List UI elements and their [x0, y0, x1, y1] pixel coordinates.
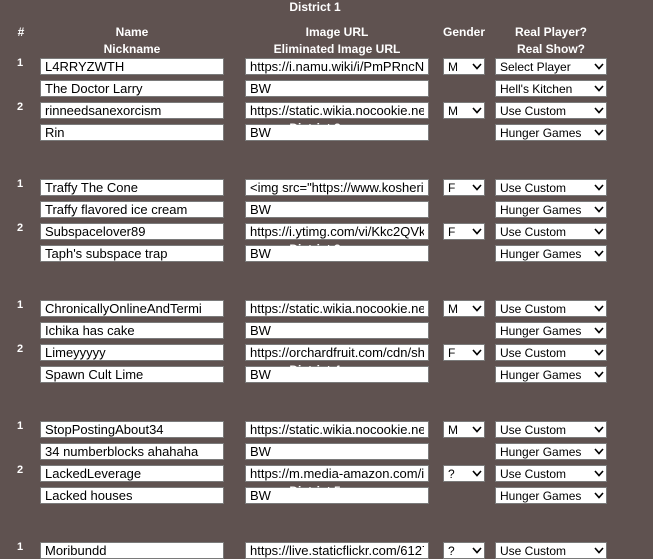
chevron-down-icon: [594, 227, 604, 237]
chevron-down-icon: [594, 304, 604, 314]
chevron-down-icon: [472, 62, 482, 72]
chevron-down-icon: [594, 205, 604, 215]
image-url-input[interactable]: [245, 421, 429, 438]
gender-select[interactable]: [443, 102, 485, 119]
player-number: 2: [17, 101, 24, 113]
player-number: 1: [17, 420, 24, 432]
district-title: District 2: [289, 121, 341, 135]
player-name-input[interactable]: [40, 102, 224, 119]
player-number: 1: [17, 541, 24, 553]
gender-select[interactable]: [443, 179, 485, 196]
gender-select[interactable]: [443, 421, 485, 438]
gender-select[interactable]: [443, 58, 485, 75]
gender-select-value: M: [448, 59, 458, 74]
real-show-select-value: Hunger Games: [500, 367, 582, 382]
district-title: District 4: [289, 363, 341, 377]
header-real-player: Real Player?: [514, 25, 588, 39]
real-player-select[interactable]: [495, 300, 607, 317]
player-number: 1: [17, 178, 24, 190]
player-name-input[interactable]: [40, 58, 224, 75]
player-number: 2: [17, 343, 24, 355]
image-url-input[interactable]: [245, 344, 429, 361]
chevron-down-icon: [594, 84, 604, 94]
real-player-select[interactable]: [495, 421, 607, 438]
real-show-select-value: Hunger Games: [500, 444, 582, 459]
player-number: 1: [17, 299, 24, 311]
image-url-input[interactable]: [245, 179, 429, 196]
image-url-input[interactable]: [245, 58, 429, 75]
real-player-select[interactable]: [495, 223, 607, 240]
chevron-down-icon: [472, 227, 482, 237]
real-player-select-value: Use Custom: [500, 301, 567, 316]
gender-select[interactable]: [443, 542, 485, 559]
real-player-select-value: Use Custom: [500, 103, 567, 118]
real-show-select-value: Hell's Kitchen: [500, 81, 573, 96]
real-player-select-value: Use Custom: [500, 543, 567, 558]
gender-select-value: M: [448, 103, 458, 118]
image-url-input[interactable]: [245, 542, 429, 559]
chevron-down-icon: [594, 326, 604, 336]
gender-select[interactable]: [443, 465, 485, 482]
chevron-down-icon: [594, 106, 604, 116]
real-show-select-value: Hunger Games: [500, 488, 582, 503]
real-show-select-value: Hunger Games: [500, 323, 582, 338]
gender-select-value: F: [448, 180, 456, 195]
chevron-down-icon: [472, 425, 482, 435]
player-name-input[interactable]: [40, 300, 224, 317]
chevron-down-icon: [594, 62, 604, 72]
nickname-input[interactable]: [40, 80, 224, 97]
real-show-select-value: Hunger Games: [500, 246, 582, 261]
chevron-down-icon: [594, 348, 604, 358]
real-show-select-value: Hunger Games: [500, 125, 582, 140]
chevron-down-icon: [594, 447, 604, 457]
nickname-input[interactable]: [40, 443, 224, 460]
header-name: Name: [115, 25, 149, 39]
gender-select-value: M: [448, 422, 458, 437]
chevron-down-icon: [594, 183, 604, 193]
real-player-select[interactable]: [495, 58, 607, 75]
eliminated-image-url-input[interactable]: [245, 80, 429, 97]
gender-select-value: F: [448, 345, 456, 360]
chevron-down-icon: [594, 469, 604, 479]
header-real-show: Real Show?: [516, 42, 585, 56]
real-show-select[interactable]: [495, 201, 607, 218]
chevron-down-icon: [472, 304, 482, 314]
district-title: District 3: [289, 242, 341, 256]
player-name-input[interactable]: [40, 344, 224, 361]
chevron-down-icon: [594, 546, 604, 556]
chevron-down-icon: [472, 106, 482, 116]
real-player-select[interactable]: [495, 102, 607, 119]
gender-select-value: F: [448, 224, 456, 239]
gender-select-value: ?: [448, 466, 455, 481]
chevron-down-icon: [472, 469, 482, 479]
real-player-select-value: Use Custom: [500, 224, 567, 239]
eliminated-image-url-input[interactable]: [245, 322, 429, 339]
player-name-input[interactable]: [40, 465, 224, 482]
district-title: District 5: [289, 484, 341, 498]
real-player-select-value: Use Custom: [500, 345, 567, 360]
header-nickname: Nickname: [103, 42, 161, 56]
player-number: 2: [17, 464, 24, 476]
real-player-select-value: Use Custom: [500, 466, 567, 481]
real-player-select-value: Select Player: [500, 59, 571, 74]
gender-select[interactable]: [443, 300, 485, 317]
chevron-down-icon: [472, 183, 482, 193]
nickname-input[interactable]: [40, 322, 224, 339]
image-url-input[interactable]: [245, 102, 429, 119]
real-player-select[interactable]: [495, 179, 607, 196]
eliminated-image-url-input[interactable]: [245, 201, 429, 218]
real-show-select[interactable]: [495, 80, 607, 97]
chevron-down-icon: [472, 348, 482, 358]
real-show-select-value: Hunger Games: [500, 202, 582, 217]
header-number: #: [17, 25, 25, 39]
real-player-select[interactable]: [495, 465, 607, 482]
header-eliminated-image-url: Eliminated Image URL: [273, 42, 401, 56]
real-show-select[interactable]: [495, 443, 607, 460]
real-player-select-value: Use Custom: [500, 422, 567, 437]
image-url-input[interactable]: [245, 300, 429, 317]
player-name-input[interactable]: [40, 542, 224, 559]
district-title: District 1: [289, 0, 341, 14]
gender-select-value: ?: [448, 543, 455, 558]
chevron-down-icon: [594, 425, 604, 435]
player-name-input[interactable]: [40, 223, 224, 240]
gender-select[interactable]: [443, 344, 485, 361]
header-gender: Gender: [442, 25, 485, 39]
image-url-input[interactable]: [245, 465, 429, 482]
header-image-url: Image URL: [305, 25, 369, 39]
gender-select-value: M: [448, 301, 458, 316]
real-player-select-value: Use Custom: [500, 180, 567, 195]
eliminated-image-url-input[interactable]: [245, 443, 429, 460]
player-name-input[interactable]: [40, 179, 224, 196]
real-show-select[interactable]: [495, 322, 607, 339]
chevron-down-icon: [472, 546, 482, 556]
player-name-input[interactable]: [40, 421, 224, 438]
real-player-select[interactable]: [495, 344, 607, 361]
nickname-input[interactable]: [40, 201, 224, 218]
real-player-select[interactable]: [495, 542, 607, 559]
player-number: 1: [17, 57, 24, 69]
player-number: 2: [17, 222, 24, 234]
image-url-input[interactable]: [245, 223, 429, 240]
gender-select[interactable]: [443, 223, 485, 240]
